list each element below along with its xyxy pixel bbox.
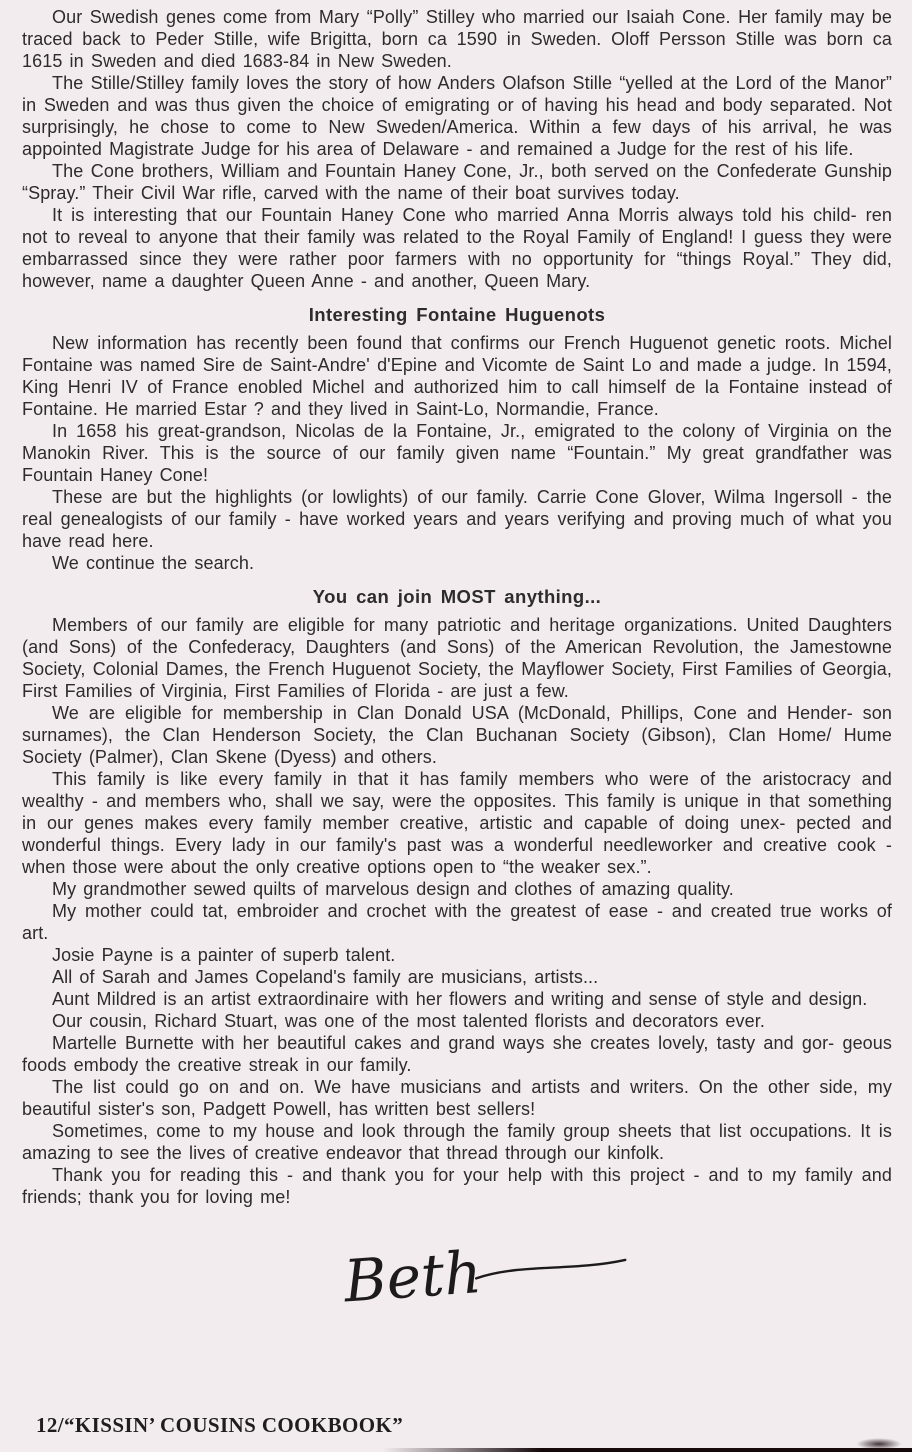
paragraph: These are but the highlights (or lowlights) of our family. Carrie Cone Glover, Wilma Ingersoll - the real genealogists of our family - have worked years and years verifying and proving much of what you have read here. — [22, 487, 892, 551]
paragraph: New information has recently been found that confirms our French Huguenot genetic roots. Michel Fontaine was named Sire de Saint-Andre' d'Epine and Vicomte de Saint Lo and made a judge. In 1594, King Henri IV of France enobled Michel and authorized him to call himself de la Fontaine instead of Fontaine. He married Estar ? and they lived in Saint-Lo, Normandie, France. — [22, 333, 892, 419]
paragraph: My grandmother sewed quilts of marvelous design and clothes of amazing quality. — [52, 879, 734, 899]
paragraph: It is interesting that our Fountain Haney Cone who married Anna Morris always told his child- ren not to reveal to anyone that their family was related to the Royal Family of England! I guess they were embarrassed since they were rather poor farmers with no opportunity for “things Royal.” They did, however, name a daughter Queen Anne - and another, Queen Mary. — [22, 205, 892, 291]
paragraph: Thank you for reading this - and thank you for your help with this project - and to my family and friends; thank you for loving me! — [22, 1165, 892, 1207]
paragraph: Our Swedish genes come from Mary “Polly” Stilley who married our Isaiah Cone. Her family may be traced back to Peder Stille, wife Brigitta, born ca 1590 in Sweden. Oloff Persson Stille was born ca 1615 in Sweden and died 1683-84 in New Sweden. — [22, 7, 892, 71]
heading-you-can-join: You can join MOST anything... — [312, 586, 602, 607]
paragraph: Aunt Mildred is an artist extraordinaire with her flowers and writing and sense of style and design. — [52, 989, 868, 1009]
paragraph: We continue the search. — [52, 553, 255, 573]
paragraph: This family is like every family in that it has family members who were of the aristocracy and wealthy - and members who, shall we say, were the opposites. This family is unique in that something in our genes makes every family member creative, artistic and capable of doing unex- pected and wonderful things. Every lady in our family's past was a wonderful needleworker and creative cook - when those were about the only creative options open to “the weaker sex.”. — [22, 769, 892, 877]
paragraph: Members of our family are eligible for many patriotic and heritage organizations. United Daughters (and Sons) of the Confederacy, Daughters (and Sons) of the American Revolution, the Jamestowne Society, Colonial Dames, the French Huguenot Society, the Mayflower Society, First Families of Georgia, First Families of Virginia, First Families of Florida - are just a few. — [22, 615, 892, 701]
page-footer: 12/“KISSIN’ COUSINS COOKBOOK” — [36, 1413, 404, 1437]
signature-flourish — [476, 1260, 626, 1278]
paragraph: The list could go on and on. We have musicians and artists and writers. On the other side, my beautiful sister's son, Padgett Powell, has written best sellers! — [22, 1077, 892, 1119]
signature — [327, 1234, 647, 1330]
paragraph: Our cousin, Richard Stuart, was one of the most talented florists and decorators ever. — [52, 1011, 765, 1031]
heading-fontaine-huguenots: Interesting Fontaine Huguenots — [308, 304, 606, 325]
paragraph: The Stille/Stilley family loves the story of how Anders Olafson Stille “yelled at the Lord of the Manor” in Sweden and was thus given the choice of emigrating or of having his head and body separated. Not surprisingly, he chose to come to New Sweden/America. Within a few days of his arrival, he was appointed Magistrate Judge for his area of Delaware - and remained a Judge for the rest of his life. — [22, 73, 892, 159]
signature-text: Beth — [341, 1238, 484, 1316]
paragraph: We are eligible for membership in Clan Donald USA (McDonald, Phillips, Cone and Hender- son surnames), the Clan Henderson Society, the Clan Buchanan Society (Gibson), Clan Home/ Hume Society (Palmer), Clan Skene (Dyess) and others. — [22, 703, 892, 767]
paragraph: Martelle Burnette with her beautiful cakes and grand ways she creates lovely, tasty and gor- geous foods embody the creative streak in our family. — [22, 1033, 892, 1075]
scan-smudge — [856, 1438, 902, 1450]
paragraph: My mother could tat, embroider and crochet with the greatest of ease - and created true works of art. — [22, 901, 892, 943]
scan-edge — [383, 1448, 912, 1452]
paragraph: The Cone brothers, William and Fountain Haney Cone, Jr., both served on the Confederate Gunship “Spray.” Their Civil War rifle, carved with the name of their boat survives today. — [22, 161, 892, 203]
paragraph: Josie Payne is a painter of superb talent. — [52, 945, 396, 965]
paragraph: Sometimes, come to my house and look through the family group sheets that list occupations. It is amazing to see the lives of creative endeavor that thread through our kinfolk. — [22, 1121, 892, 1163]
paragraph: All of Sarah and James Copeland's family are musicians, artists... — [52, 967, 599, 987]
paragraph: In 1658 his great-grandson, Nicolas de la Fontaine, Jr., emigrated to the colony of Virginia on the Manokin River. This is the source of our family given name “Fountain.” My great grandfather was Fountain Haney Cone! — [22, 421, 892, 485]
